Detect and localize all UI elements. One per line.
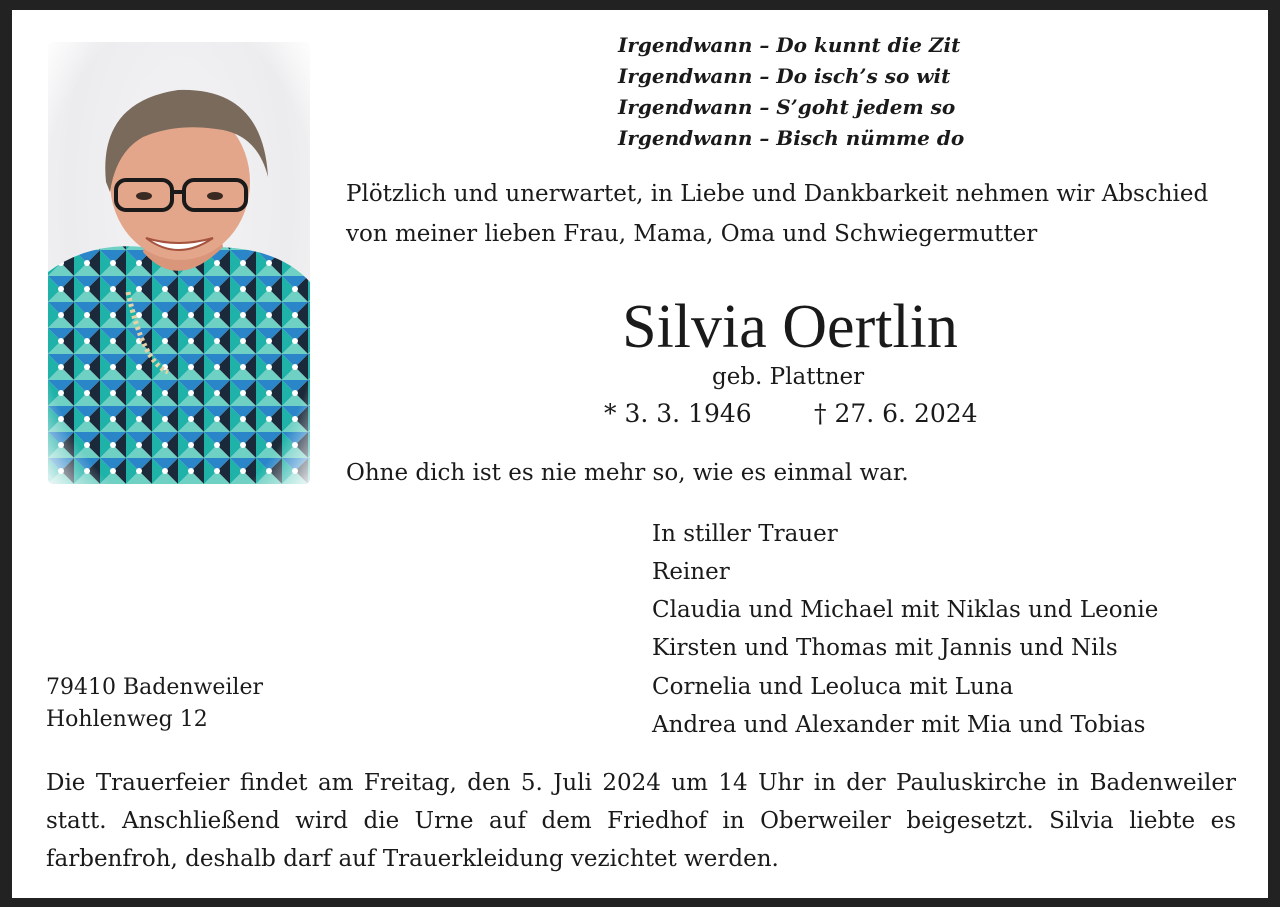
poem-line-3: Irgendwann – S’goht jedem so bbox=[618, 95, 956, 119]
poem-line-1: Irgendwann – Do kunnt die Zit bbox=[618, 33, 961, 57]
memorial-quote: Ohne dich ist es nie mehr so, wie es einmal war. bbox=[346, 460, 909, 486]
death-date: † 27. 6. 2024 bbox=[814, 399, 978, 428]
mourner-line-5: Andrea und Alexander mit Mia und Tobias bbox=[652, 712, 1146, 738]
mourner-line-3: Kirsten und Thomas mit Jannis und Nils bbox=[652, 635, 1118, 661]
service-notice: Die Trauerfeier findet am Freitag, den 5. Juli 2024 um 14 Uhr in der Pauluskirche in Badenweiler statt. Anschließend wird die Urne auf dem Friedhof in Oberweiler beigesetzt. Silvia liebte es farbenfroh, deshalb darf auf Trauerkleidung vezichtet werden. bbox=[46, 770, 1236, 872]
mourner-line-2: Claudia und Michael mit Niklas und Leonie bbox=[652, 597, 1159, 623]
birth-date: * 3. 3. 1946 bbox=[604, 399, 752, 428]
poem-line-4: Irgendwann – Bisch nümme do bbox=[618, 126, 965, 150]
portrait-photo bbox=[48, 42, 310, 484]
poem-line-2: Irgendwann – Do isch’s so wit bbox=[618, 64, 951, 88]
intro-line-2: von meiner lieben Frau, Mama, Oma und Schwiegermutter bbox=[346, 221, 1038, 247]
address-street: Hohlenweg 12 bbox=[46, 707, 208, 732]
mourner-line-1: Reiner bbox=[652, 559, 730, 585]
deceased-name: Silvia Oertlin bbox=[622, 293, 958, 361]
obituary-card bbox=[12, 10, 1268, 898]
address-city: 79410 Badenweiler bbox=[46, 675, 263, 700]
intro-line-1: Plötzlich und unerwartet, in Liebe und Dankbarkeit nehmen wir Abschied bbox=[346, 181, 1209, 207]
birth-name: geb. Plattner bbox=[712, 364, 865, 390]
mourners-heading: In stiller Trauer bbox=[652, 521, 838, 547]
mourner-line-4: Cornelia und Leoluca mit Luna bbox=[652, 674, 1014, 700]
